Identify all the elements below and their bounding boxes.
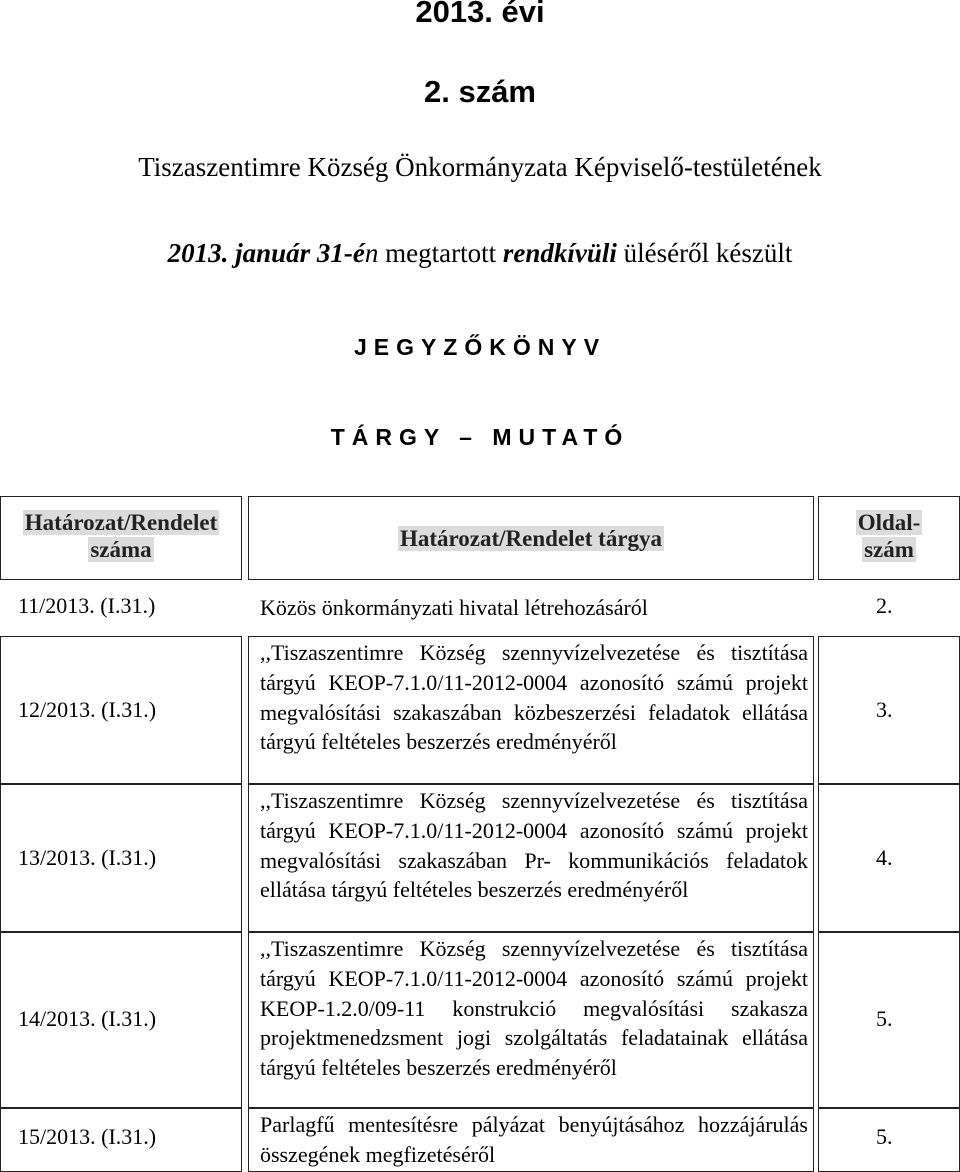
meeting-end: üléséről készült [616,238,793,268]
meeting-type: rendkívüli [502,238,617,268]
meeting-mid: megtartott [378,238,503,268]
row-page: 4. [876,845,893,870]
row-subject: ,,Tiszaszentimre Község szennyvízelvezetése és tisztítása tárgyú KEOP-7.1.0/11-2012-0004 azonosító számú projekt megvalósítási szakaszában Pr- kommunikációs feladatok ellátása tárgyú feltételes beszerzés eredményéről [260,788,808,903]
document-number: 2. szám [423,74,536,109]
row-number: 11/2013. (I.31.) [18,593,156,618]
row-number: 14/2013. (I.31.) [18,1006,157,1031]
row-number: 12/2013. (I.31.) [18,697,157,722]
row-page: 2. [876,593,893,618]
meeting-line [0,238,960,269]
row-page: 3. [876,697,893,722]
header-number-line1: Határozat/Rendelet [24,510,218,535]
row-page: 5. [876,1006,893,1031]
row-subject: Közös önkormányzati hivatal létrehozásáról [260,595,648,620]
header-subject-column [248,496,814,580]
row-number: 13/2013. (I.31.) [18,845,157,870]
document-subtitle: TÁRGY – MUTATÓ [330,424,630,450]
meeting-date: 2013. január 31-é [167,238,365,268]
header-number-column [0,496,242,580]
header-subject-label: Határozat/Rendelet tárgya [399,526,663,551]
row-subject: ,,Tiszaszentimre Község szennyvízelvezetése és tisztítása tárgyú KEOP-7.1.0/11-2012-0004 azonosító számú projekt KEOP-1.2.0/09-11 konstrukció megvalósítási szakasza projektmenedzsment jogi szolgáltatás feladatainak ellátása tárgyú feltételes beszerzés eredményéről [260,936,808,1081]
header-page-line1: Oldal- [857,510,921,535]
meeting-date-suffix: n [364,238,379,268]
header-page-line2: szám [864,537,914,562]
document-year: 2013. évi [415,0,545,29]
row-number: 15/2013. (I.31.) [18,1124,157,1149]
council-name: Tiszaszentimre Község Önkormányzata Képviselő-testületének [138,152,822,182]
row-subject: Parlagfű mentesítésre pályázat benyújtásához hozzájárulás összegének megfizetéséről [260,1112,808,1167]
header-number-line2: száma [90,537,152,562]
row-page: 5. [876,1124,893,1149]
row-subject: ,,Tiszaszentimre Község szennyvízelvezetése és tisztítása tárgyú KEOP-7.1.0/11-2012-0004 azonosító számú projekt megvalósítási szakaszában közbeszerzési feladatok ellátása tárgyú feltételes beszerzés eredményéről [260,640,808,755]
document-title: JEGYZŐKÖNYV [353,334,607,360]
header-page-column [818,496,960,580]
